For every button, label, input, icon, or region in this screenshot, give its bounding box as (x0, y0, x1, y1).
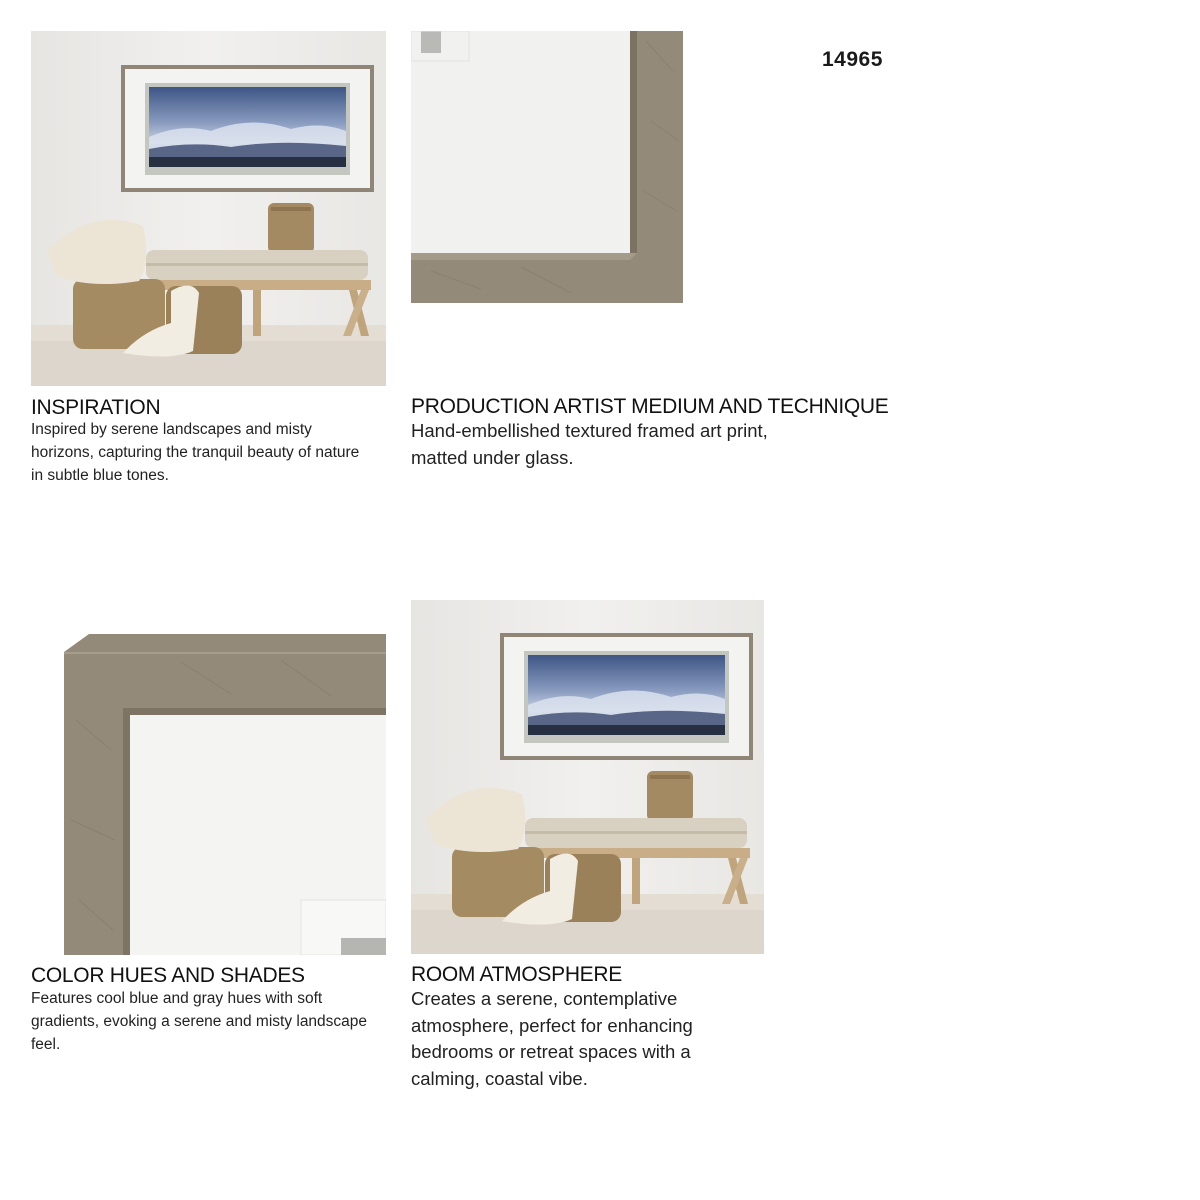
section-title-production: PRODUCTION ARTIST MEDIUM AND TECHNIQUE (411, 395, 889, 418)
section-title-color: COLOR HUES AND SHADES (31, 964, 305, 987)
section-text-inspiration: Inspired by serene landscapes and misty horizons, capturing the tranquil beauty of nature in subtle blue tones. (31, 421, 360, 484)
section-text-color: Features cool blue and gray hues with soft gradients, evoking a serene and misty landscape feel. (31, 990, 368, 1053)
frame-corner-image (31, 600, 386, 955)
section-text-production: Hand-embellished textured framed art print, matted under glass. (411, 420, 768, 468)
frame-corner-image (411, 31, 683, 303)
section-title-inspiration: INSPIRATION (31, 396, 161, 419)
section-text-room: Creates a serene, contemplative atmosphere, perfect for enhancing bedrooms or retreat spaces with a calming, coastal vibe. (411, 988, 693, 1089)
section-title-room: ROOM ATMOSPHERE (411, 963, 622, 986)
room-scene-image (31, 31, 386, 386)
product-sku: 14965 (822, 48, 883, 71)
room-scene-image (411, 600, 764, 954)
